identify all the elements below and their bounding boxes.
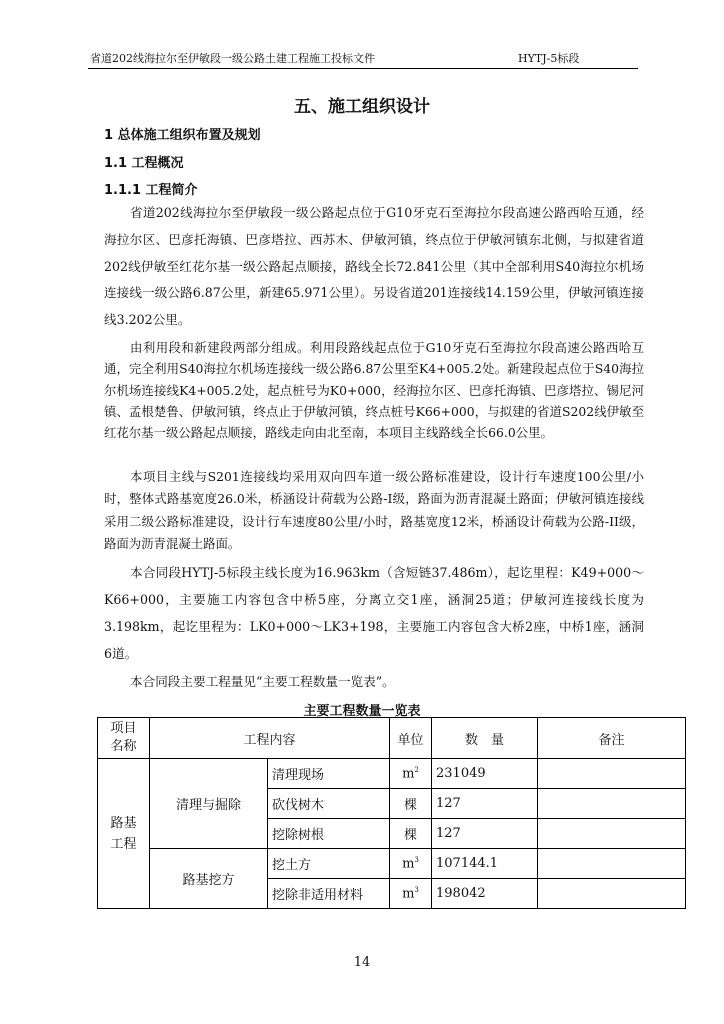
group-name-cell: 清理与掘除 xyxy=(150,759,268,849)
quantity-cell: 198042 xyxy=(432,879,538,909)
unit-cell: $m^3$ xyxy=(390,879,432,909)
content-cell: 挖除非适用材料 xyxy=(268,879,390,909)
table-title: 主要工程数量一览表 xyxy=(303,704,421,719)
page-title: 五、施工组织设计 xyxy=(294,97,430,117)
paragraph-route-sections: 由利用段和新建段两部分组成。利用段路线起点位于G10牙克石至海拉尔段高速公路西哈互通，完全利用S40海拉尔机场连接线一级公路6.87公里至K4+005.2处。新建段起点位于S40海拉尔机场连接线K4+005.2处，起点桩号为K0+000，经海拉尔区、巴彦托海镇、巴彦塔拉、锡尼河镇、孟根楚鲁、伊敏河镇，终点止于伊敏河镇，终点桩号K66+000，与拟建的省道S202线伊敏至红花尔基一级公路起点顺接，路线走向由北至南，本项目主线路线全长66.0公里。 xyxy=(104,340,644,441)
header-quantity: 数 量 xyxy=(432,718,538,759)
content-cell: 砍伐树木 xyxy=(268,789,390,819)
category-cell: 路基工程 xyxy=(98,759,150,909)
unit-cell: $m^2$ xyxy=(390,759,432,789)
paragraph-contract-scope: 本合同段HYTJ-5标段主线长度为16.963km（含短链37.486m），起讫里程：K49+000～K66+000，主要施工内容包含中桥5座，分离立交1座，涵洞25道；伊敏河连接线长度为3.198km，起讫里程为：LK0+000～LK3+198，主要施工内容包含大桥2座，中桥1座，涵洞6道。 xyxy=(104,565,644,661)
section-code: HYTJ-5标段 xyxy=(518,52,580,65)
heading-level-1: 1 总体施工组织布置及规划 xyxy=(104,128,261,143)
header-remarks: 备注 xyxy=(538,718,686,759)
quantity-cell: 231049 xyxy=(432,759,538,789)
header-item-name: 项目名称 xyxy=(98,718,150,759)
unit-cell: 棵 xyxy=(390,789,432,819)
heading-level-3: 1.1.1 工程简介 xyxy=(104,183,198,198)
page-number: 14 xyxy=(353,955,371,970)
heading-level-2: 1.1 工程概况 xyxy=(104,156,184,171)
quantity-cell: 127 xyxy=(432,819,538,849)
page-header xyxy=(88,48,638,69)
group-name-cell: 路基挖方 xyxy=(150,849,268,909)
unit-cell: $m^3$ xyxy=(390,849,432,879)
remarks-cell xyxy=(538,879,686,909)
paragraph-design-standards: 本项目主线与S201连接线均采用双向四车道一级公路标准建设，设计行车速度100公里/小时，整体式路基宽度26.0米，桥涵设计荷载为公路-I级，路面为沥青混凝土路面；伊敏河镇连接线采用二级公路标准建设，设计行车速度80公里/小时，路基宽度12米，桥涵设计荷载为公路-II级，路面为沥青混凝土路面。 xyxy=(104,469,644,551)
table-row xyxy=(98,849,686,879)
quantity-cell: 107144.1 xyxy=(432,849,538,879)
quantity-cell: 127 xyxy=(432,789,538,819)
header-unit: 单位 xyxy=(390,718,432,759)
remarks-cell xyxy=(538,759,686,789)
paragraph-quantity-reference: 本合同段主要工程量见“主要工程数量一览表”。 xyxy=(130,674,395,689)
paragraph-project-overview: 省道202线海拉尔至伊敏段一级公路起点位于G10牙克石至海拉尔段高速公路西哈互通，经海拉尔区、巴彦托海镇、巴彦塔拉、西苏木、伊敏河镇，终点位于伊敏河镇东北侧，与拟建省道202线伊敏至红花尔基一级公路起点顺接，路线全长72.841公里（其中全部利用S40海拉尔机场连接线一级公路6.87公里，新建65.971公里）。另设省道201连接线14.159公里，伊敏河镇连接线3.202公里。 xyxy=(104,205,644,328)
content-cell: 挖除树根 xyxy=(268,819,390,849)
content-cell: 清理现场 xyxy=(268,759,390,789)
remarks-cell xyxy=(538,789,686,819)
unit-cell: 棵 xyxy=(390,819,432,849)
header-content: 工程内容 xyxy=(150,718,390,759)
remarks-cell xyxy=(538,819,686,849)
quantity-table xyxy=(97,717,686,909)
table-row xyxy=(98,759,686,789)
document-title: 省道202线海拉尔至伊敏段一级公路土建工程施工投标文件 xyxy=(90,52,375,65)
table-header-row xyxy=(98,718,686,759)
remarks-cell xyxy=(538,849,686,879)
content-cell: 挖土方 xyxy=(268,849,390,879)
